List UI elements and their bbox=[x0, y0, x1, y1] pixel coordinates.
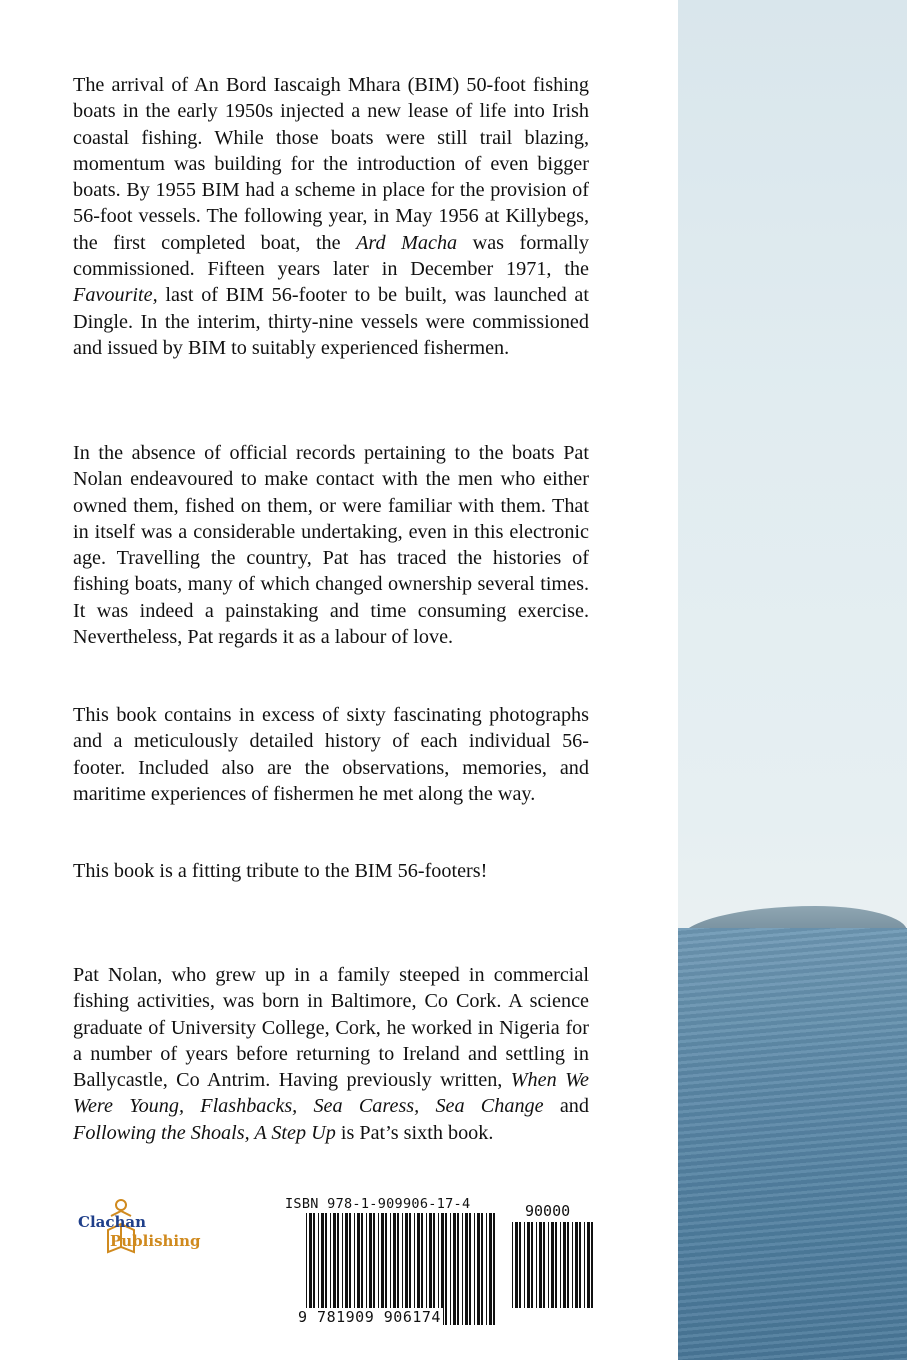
barcode-supp-bar-7 bbox=[539, 1222, 542, 1308]
barcode-main-bar-39 bbox=[462, 1213, 463, 1325]
barcode-digits: 9 781909 906174 bbox=[298, 1308, 441, 1326]
back_cover-para1-run-1: Ard Macha bbox=[356, 231, 458, 254]
barcode-supp-bar-3 bbox=[524, 1222, 525, 1308]
barcode-main-bar-42 bbox=[474, 1213, 475, 1325]
back_cover-para1-run-2: was formally commissioned. Fifteen years later in December 1971, the bbox=[73, 231, 589, 281]
isbn-label: ISBN 978-1-909906-17-4 bbox=[285, 1196, 471, 1212]
barcode-supp-bar-5 bbox=[531, 1222, 533, 1308]
barcode-main-bar-44 bbox=[481, 1213, 483, 1325]
barcode-main-bar-38 bbox=[457, 1213, 459, 1325]
publisher-name-line2: Publishing bbox=[110, 1232, 201, 1250]
barcode-main-bar-41 bbox=[469, 1213, 471, 1325]
back_cover-author_bio-run-4: is Pat’s sixth book. bbox=[335, 1121, 494, 1144]
barcode-supp-bar-1 bbox=[515, 1222, 518, 1308]
sea-surface bbox=[678, 928, 907, 1360]
blurb-paragraph-2: In the absence of official records pertaining to the boats Pat Nolan endeavoured to make contact with the men who either owned them, fished on them, or were familiar with them. That in itself was a considerable undertaking, even in this electronic age. Travelling the country, Pat has traced the histories of fishing boats, many of which changed ownership several times. It was indeed a painstaking and time consuming exercise. Nevertheless, Pat regards it as a labour of love. bbox=[73, 442, 589, 649]
barcode-supp-bar-20 bbox=[591, 1222, 593, 1308]
barcode-main-bar-47 bbox=[493, 1213, 495, 1325]
barcode-main-bar-43 bbox=[477, 1213, 480, 1325]
tribute-line: This book is a fitting tribute to the BIM 56-footers! bbox=[73, 860, 488, 882]
barcode-main-bar-37 bbox=[453, 1213, 456, 1325]
publisher-logo bbox=[78, 1196, 208, 1266]
blurb-paragraph-3: This book contains in excess of sixty fascinating photographs and a meticulously detailed history of each individual 56-footer. Included also are the observations, memories, and maritime experiences of fishermen he met along the way. bbox=[73, 704, 589, 805]
supplement-barcode bbox=[512, 1222, 600, 1308]
barcode-main-bar-35 bbox=[445, 1213, 447, 1325]
barcode-supp-bar-6 bbox=[536, 1222, 537, 1308]
barcode-supp-bar-16 bbox=[575, 1222, 578, 1308]
barcode-supp-bar-17 bbox=[579, 1222, 581, 1308]
barcode-supp-bar-8 bbox=[543, 1222, 545, 1308]
book-figure-icon bbox=[78, 1196, 208, 1266]
sea-photo-panel bbox=[678, 0, 907, 1360]
barcode-main-bar-36 bbox=[450, 1213, 451, 1325]
barcode-supp-bar-0 bbox=[512, 1222, 513, 1308]
barcode-supp-bar-18 bbox=[584, 1222, 585, 1308]
barcode-supp-bar-10 bbox=[551, 1222, 554, 1308]
publisher-name-line1: Clachan bbox=[78, 1213, 147, 1231]
back_cover-author_bio-run-1: When We Were Young, Flashbacks, Sea Caress, Sea Change bbox=[73, 1069, 589, 1118]
back_cover-para1-run-0: The arrival of An Bord Iascaigh Mhara (BIM) 50-foot fishing boats in the early 1950s injected a new lease of life into Irish coastal fishing. While those boats were still trail blazing, momentum was building for the introduction of even bigger boats. By 1955 BIM had a scheme in place for the provision of 56-foot vessels. The following year, in May 1956 at Killybegs, the first completed boat, the bbox=[73, 74, 589, 254]
barcode-supp-bar-4 bbox=[527, 1222, 530, 1308]
barcode-supp-bar-11 bbox=[555, 1222, 557, 1308]
blurb-paragraph-1 bbox=[73, 72, 589, 361]
barcode-supp-bar-15 bbox=[572, 1222, 573, 1308]
barcode-supp-bar-2 bbox=[519, 1222, 521, 1308]
barcode-supp-bar-14 bbox=[567, 1222, 569, 1308]
back_cover-author_bio-run-2: and bbox=[543, 1095, 589, 1118]
barcode-main-bar-40 bbox=[465, 1213, 468, 1325]
barcode-main-bar-45 bbox=[486, 1213, 487, 1325]
barcode-supp-bar-9 bbox=[548, 1222, 549, 1308]
price-supplement-number: 90000 bbox=[525, 1202, 571, 1220]
author-bio bbox=[73, 962, 589, 1146]
barcode-supp-bar-13 bbox=[563, 1222, 566, 1308]
back_cover-author_bio-run-3: Following the Shoals, A Step Up bbox=[73, 1121, 336, 1144]
barcode-main-bar-46 bbox=[489, 1213, 492, 1325]
back_cover-para1-run-4: last of BIM 56-footer to be built, was launched at Dingle. In the interim, thirty-nine vessels were commissioned and issued by BIM to suitably experienced fishermen. bbox=[73, 284, 589, 359]
back_cover-author_bio-run-0: Pat Nolan, who grew up in a family steeped in commercial fishing activities, was born in Baltimore, Co Cork. A science graduate of University College, Cork, he worked in Nigeria for a number of years before returning to Ireland and settling in Ballycastle, Co Antrim. Having previously written, bbox=[73, 964, 589, 1092]
barcode-supp-bar-19 bbox=[587, 1222, 590, 1308]
barcode-supp-bar-12 bbox=[560, 1222, 561, 1308]
back_cover-para1-run-3: Favourite, bbox=[73, 284, 158, 307]
